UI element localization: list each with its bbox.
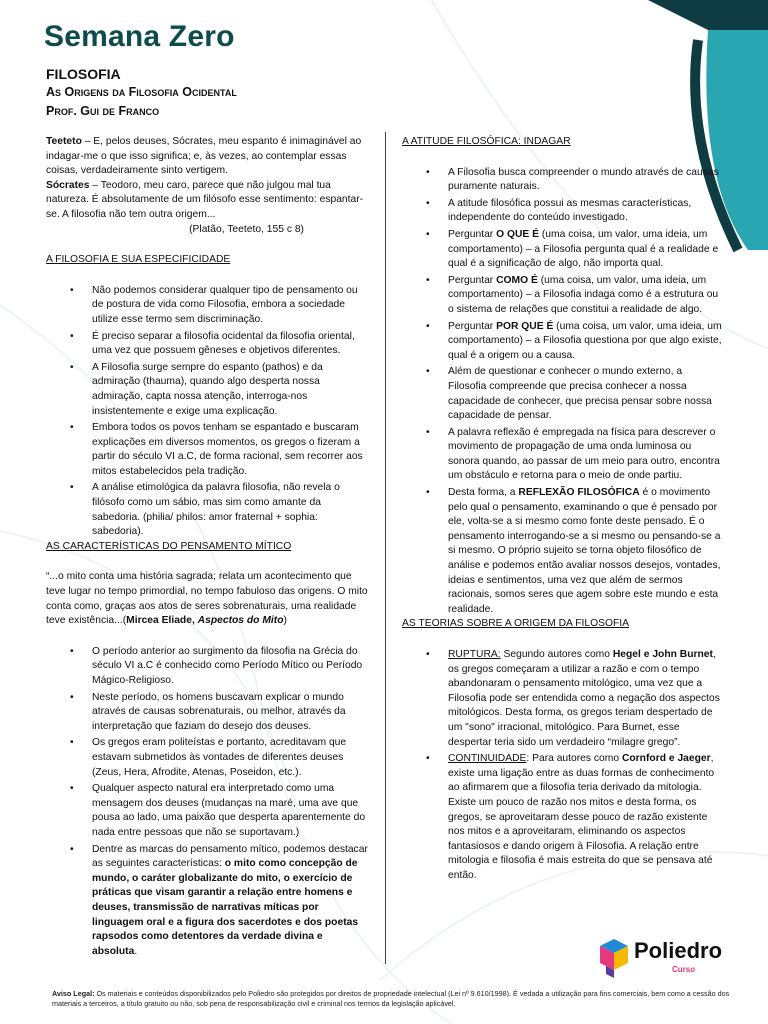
list-item: • É preciso separar a filosofia ocidental da filosofia oriental, uma vez que possuem gêneses e objetivos diferentes. [46, 330, 368, 359]
professor-name: Prof. Gui de Franco [46, 104, 160, 118]
section-title-especificidade: A FILOSOFIA E SUA ESPECIFICIDADE [46, 254, 231, 266]
dialogue-teeteto: Teeteto – E, pelos deuses, Sócrates, meu espanto é inimaginável ao indagar-me o que isso significa; e, às vezes, ao contemplar essas coisas, verdadeiramente sinto vertigem. [46, 136, 362, 177]
list-item: • A Filosofia busca compreender o mundo através de causas puramente naturais. [402, 166, 722, 195]
list-item: • Qualquer aspecto natural era interpretado como uma mensagem dos deuses (mudanças na maré, uma ave que pousa ao lado, uma paixão que desperta aparentemente do nada entre pessoas que não se suportavam.) [46, 782, 368, 840]
subject-title: FILOSOFIA [46, 66, 121, 82]
list-item: • Além de questionar e conhecer o mundo externo, a Filosofia compreende que precisa conhecer a nossa capacidade de conhecer, que precisa pensar sobre nossa capacidade de pensar. [402, 365, 722, 423]
section-title-atitude: A ATITUDE FILOSÓFICA: INDAGAR [402, 136, 571, 147]
section-title-teorias: AS TEORIAS SOBRE A ORIGEM DA FILOSOFIA [402, 618, 629, 630]
list-item: • A palavra reflexão é empregada na física para descrever o movimento de propagação de uma onda luminosa ou sonora quando, ao passar de um meio para outro, encontra um obstáculo e retorna para o meio de onde partiu. [402, 426, 722, 484]
column-divider [385, 132, 386, 964]
list-item: • RUPTURA: Segundo autores como Hegel e John Burnet, os gregos começaram a utilizar a razão e com o tempo abandonaram o pensamento mitológico, uma vez que a Filosofia pode ser entendida como a negação dos aspectos mitológicos. Desta forma, os gregos teriam despertado de um "sono" irracional, mitológico. Para Burnet, esse despertar teria sido um verdadeiro “milagre grego”. [402, 648, 722, 750]
section-title-mitico: AS CARACTERÍSTICAS DO PENSAMENTO MÍTICO [46, 540, 292, 552]
list-teorias [402, 648, 722, 884]
list-item: • Embora todos os povos tenham se espantado e buscaram explicações em diversos momentos, os gregos o fizeram a partir do século VI a.C, de forma racional, sem recorrer aos mitos estabelecidos pela tradição. [46, 421, 368, 479]
right-column [402, 135, 722, 884]
myth-quote: “...o mito conta uma história sagrada; relata um acontecimento que teve lugar no tempo primordial, no tempo fabuloso das origens. O mito conta como, graças aos atos de seres sobrenaturais, uma realidade teve existência...(Mircea Eliade, Aspectos do Mito) [46, 571, 368, 627]
list-item: • A análise etimológica da palavra filosofia, não revela o filósofo como um sábio, mas sim como amante da sabedoria. (philia/ philos: amor fraternal + sophia: sabedoria). [46, 481, 368, 539]
list-item: • Desta forma, a REFLEXÃO FILOSÓFICA é o movimento pelo qual o pensamento, examinando o que é pensado por ele, volta-se a si mesmo como fonte deste pensado. É o pensamento interrogando-se a si mesmo ou pensando-se a si mesmo. O próprio sujeito se torna objeto filosófico de análise e podemos então avaliar nossos desejos, vontades, ideias e sentimentos, uma vez que além de sermos racionais, somos seres que agem sobre este mundo e esta realidade. [402, 486, 722, 617]
logo-subtitle: Curso [672, 965, 696, 974]
list-item: • Os gregos eram politeístas e portanto, acreditavam que estavam submetidos às vontades de diferentes deuses (Zeus, Hera, Afrodite, Atenas, Poseidon, etc.). [46, 736, 368, 780]
list-especificidade [46, 284, 368, 540]
logo-wordmark: Poliedro [634, 938, 723, 963]
dialogue-source: (Platão, Teeteto, 155 c 8) [189, 223, 304, 235]
dialogue-socrates: Sócrates – Teodoro, meu caro, parece que não julgou mal tua natureza. É absolutamente de um filósofo esse sentimento: espantar-se. A filosofia não tem outra origem... [46, 179, 364, 220]
lesson-title: As Origens da Filosofia Ocidental [46, 85, 237, 99]
list-item: • Neste período, os homens buscavam explicar o mundo através de causas sobrenaturais, ou melhor, através da interpretação que faziam do desejo dos deuses. [46, 691, 368, 735]
list-item: • Perguntar POR QUE É (uma coisa, um valor, uma ideia, um comportamento) – a Filosofia questiona por que algo existe, qual é a origem ou a causa. [402, 320, 722, 364]
list-item: • Perguntar COMO É (uma coisa, um valor, uma ideia, um comportamento) – a Filosofia indaga como é a estrutura ou o sistema de relações que constitui a realidade de algo. [402, 274, 722, 318]
list-item: • Não podemos considerar qualquer tipo de pensamento ou de postura de vida como Filosofia, embora a sociedade utilize esse termo sem discriminação. [46, 284, 368, 328]
legal-notice: Aviso Legal: Os materiais e conteúdos disponibilizados pelo Poliedro são protegidos por direitos de propriedade intelectual (Lei nº 9.610/1998). É vedada a utilização para fins comerciais, bem como a cessão dos materiais a terceiros, a título gratuito ou não, sob pena de responsabilização civil e criminal nos termos da legislação aplicável. [52, 989, 730, 1008]
list-item: • O período anterior ao surgimento da filosofia na Grécia do século VI a.C é conhecido como Período Mítico ou Período Mágico-Religioso. [46, 645, 368, 689]
list-atitude [402, 166, 722, 618]
left-column [46, 135, 368, 959]
list-item: • Dentre as marcas do pensamento mítico, podemos destacar as seguintes características: o mito como concepção de mundo, o caráter globalizante do mito, o exercício de práticas que visam garantir a relação entre homens e deuses, transmissão de narrativas míticas por linguagem oral e a figura dos sacerdotes e dos poetas rapsodos como detentores da verdade divina e absoluta. [46, 843, 368, 960]
list-mitico [46, 645, 368, 959]
brand-title: Semana Zero [44, 20, 235, 53]
list-item: • A Filosofia surge sempre do espanto (pathos) e da admiração (thauma), quando algo desperta nossa admiração, capta nossa atenção, interroga-nos insistentemente e exige uma explicação. [46, 361, 368, 419]
list-item: • Perguntar O QUE É (uma coisa, um valor, uma ideia, um comportamento) – a Filosofia pergunta qual é a realidade e qual é a significação de algo, não importa qual. [402, 228, 722, 272]
list-item: • A atitude filosófica possui as mesmas características, independente do conteúdo investigado. [402, 197, 722, 226]
list-item: • CONTINUIDADE: Para autores como Cornford e Jaeger, existe uma ligação entre as duas formas de conhecimento ao afirmarem que a filosofia teria derivado da mitologia. Existe um pouco de razão nos mitos e desta forma, os gregos, se aproveitaram desse pouco de razão existente nos mitos e a aproveitaram, eliminando os aspectos fantasiosos e dando origem à Filosofia. A relação entre mitologia e filosofia é mais estreita do que se pensava até então. [402, 752, 722, 883]
